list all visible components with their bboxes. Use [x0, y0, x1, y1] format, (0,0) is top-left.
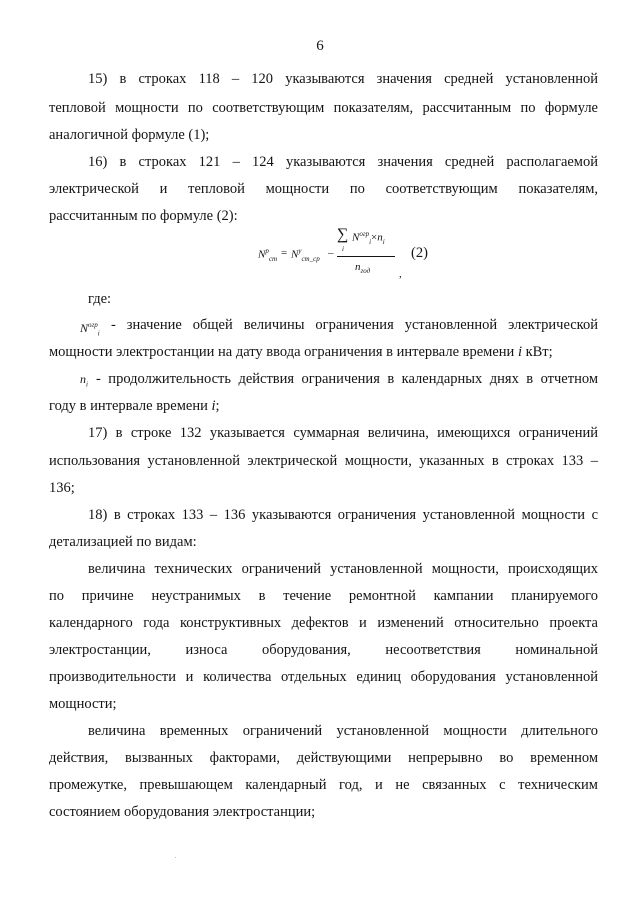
- formula-n-installed: $N^у_{ст\_ср}$: [291, 247, 320, 263]
- text-line-with-symbol: мощности электростанции на дату ввода ограничения в интервале времени i кВт;: [49, 344, 553, 360]
- scan-speck: [175, 857, 176, 858]
- text-line: 17) в строке 132 указывается суммарная величина, имеющихся ограничений: [88, 425, 598, 441]
- text-line: по причине неустранимых в течение ремонтной кампании планируемого: [49, 588, 598, 604]
- text-line: - продолжительность действия ограничения в календарных днях в отчетном: [96, 371, 598, 387]
- text-line: детализацией по видам:: [49, 534, 197, 550]
- fraction-bar: [337, 256, 395, 257]
- formula-comma: ,: [399, 268, 402, 280]
- formula-lhs: $N^р_{ст}$: [258, 247, 278, 263]
- text-line: электрической и тепловой мощности по соответствующим показателям,: [49, 181, 598, 197]
- symbol-n-ogr: $N^{огр}_i$: [80, 321, 100, 338]
- text-line: рассчитанным по формуле (2):: [49, 208, 238, 224]
- text-line: аналогичной формуле (1);: [49, 127, 210, 143]
- text-line: 16) в строках 121 – 124 указываются значения средней располагаемой: [88, 154, 598, 170]
- formula-equals: =: [281, 247, 288, 259]
- text-line: действия, вызванных факторами, действующими непрерывно во временном: [49, 750, 598, 766]
- formula-minus: –: [328, 247, 334, 259]
- text-line: использования установленной электрической мощности, указанных в строках 133 –: [49, 453, 598, 469]
- text-line: 136;: [49, 480, 75, 496]
- formula-numerator: $N^{огр}_i\times n_i$: [352, 230, 385, 246]
- text-line-with-symbol: году в интервале времени i;: [49, 398, 220, 414]
- text-line: электростанции, износа оборудования, несоответствия номинальной: [49, 642, 598, 658]
- formula-sum-index: i: [342, 245, 344, 253]
- text-line: 18) в строках 133 – 136 указываются ограничения установленной мощности с: [88, 507, 598, 523]
- page-number: 6: [316, 38, 324, 54]
- text-line: календарного года конструктивных дефектов и изменений относительно проекта: [49, 615, 598, 631]
- formula-sum: ∑: [337, 226, 349, 243]
- symbol-n-i: $n_i$: [80, 372, 88, 389]
- formula-number: (2): [411, 245, 428, 261]
- text-line: где:: [88, 291, 112, 307]
- text-line: мощности;: [49, 696, 117, 712]
- text-line: производительности и количества отдельных единиц оборудования установленной: [49, 669, 598, 685]
- text-line: величина временных ограничений установленной мощности длительного: [88, 723, 598, 739]
- text-line: 15) в строках 118 – 120 указываются значения средней установленной: [88, 71, 598, 87]
- text-line: промежутке, превышающем календарный год, и не связанных с техническим: [49, 777, 598, 793]
- text-line: - значение общей величины ограничения установленной электрической: [111, 317, 598, 333]
- formula-denominator: $n_{год}$: [355, 261, 371, 276]
- text-line: величина технических ограничений установленной мощности, происходящих: [88, 561, 598, 577]
- text-line: тепловой мощности по соответствующим показателям, рассчитанным по формуле: [49, 100, 598, 116]
- text-line: состоянием оборудования электростанции;: [49, 804, 316, 820]
